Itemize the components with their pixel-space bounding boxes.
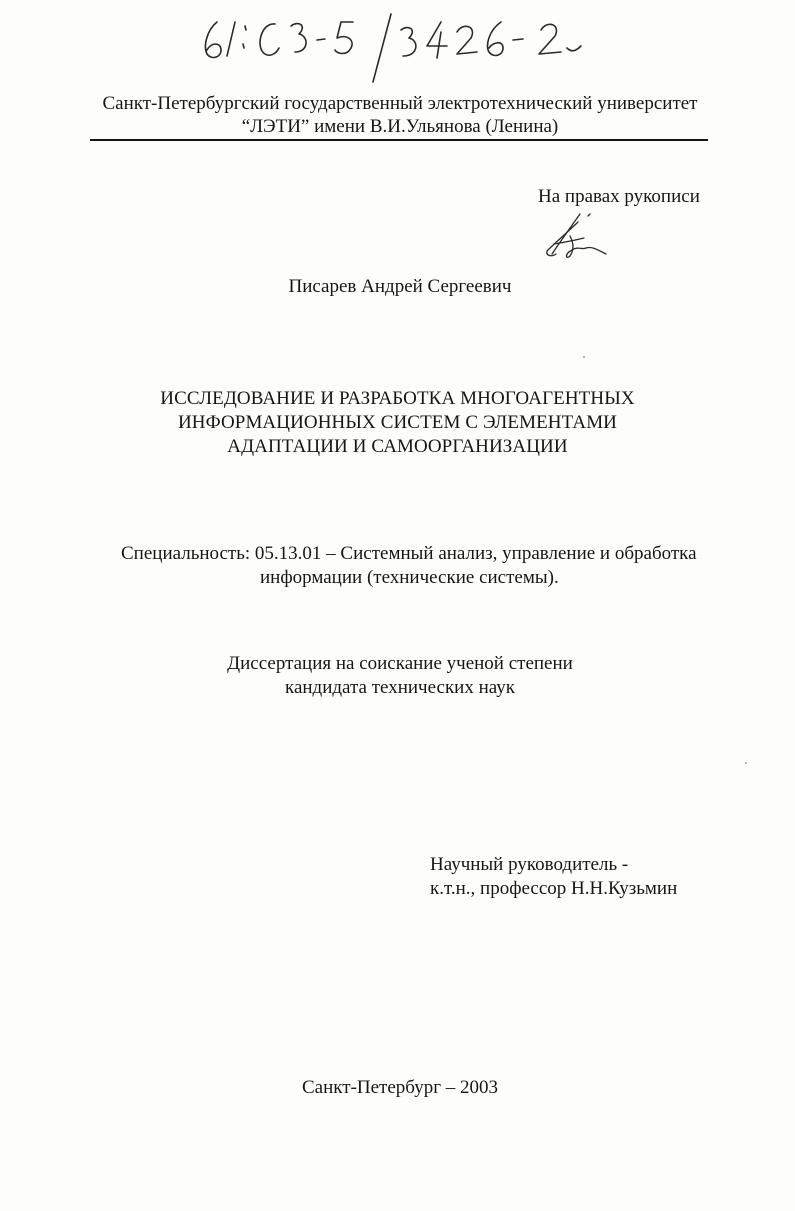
specialty-line: информации (технические системы). — [260, 567, 559, 588]
institution-affiliation-line: “ЛЭТИ” имени В.И.Ульянова (Ленина) — [241, 116, 559, 137]
dissertation-title-line: ИНФОРМАЦИОННЫХ СИСТЕМ С ЭЛЕМЕНТАМИ — [177, 412, 618, 433]
degree-line: Диссертация на соискание ученой степени — [227, 653, 573, 674]
supervisor-name: к.т.н., профессор Н.Н.Кузьмин — [430, 878, 678, 899]
signature-strokes — [540, 210, 620, 265]
rights-note: На правах рукописи — [538, 186, 700, 207]
dissertation-title-line: ИССЛЕДОВАНИЕ И РАЗРАБОТКА МНОГОАГЕНТНЫХ — [160, 388, 635, 409]
institution-name-line: Санкт-Петербургский государственный электротехнический университет — [102, 93, 698, 114]
degree-line: кандидата технических наук — [285, 677, 515, 698]
handwritten-archive-code — [195, 8, 595, 88]
supervisor-label: Научный руководитель - — [430, 854, 629, 875]
specialty-line: Специальность: 05.13.01 – Системный анализ, управление и обработка — [121, 543, 697, 564]
scan-speck — [745, 762, 747, 764]
author-name: Писарев Андрей Сергеевич — [288, 276, 512, 297]
dissertation-title-line: АДАПТАЦИИ И САМООРГАНИЗАЦИИ — [227, 436, 568, 457]
city-year: Санкт-Петербург – 2003 — [301, 1077, 498, 1098]
scan-speck — [583, 356, 585, 358]
handwritten-code-strokes — [195, 8, 595, 88]
header-rule — [90, 139, 708, 141]
author-signature — [540, 210, 620, 265]
